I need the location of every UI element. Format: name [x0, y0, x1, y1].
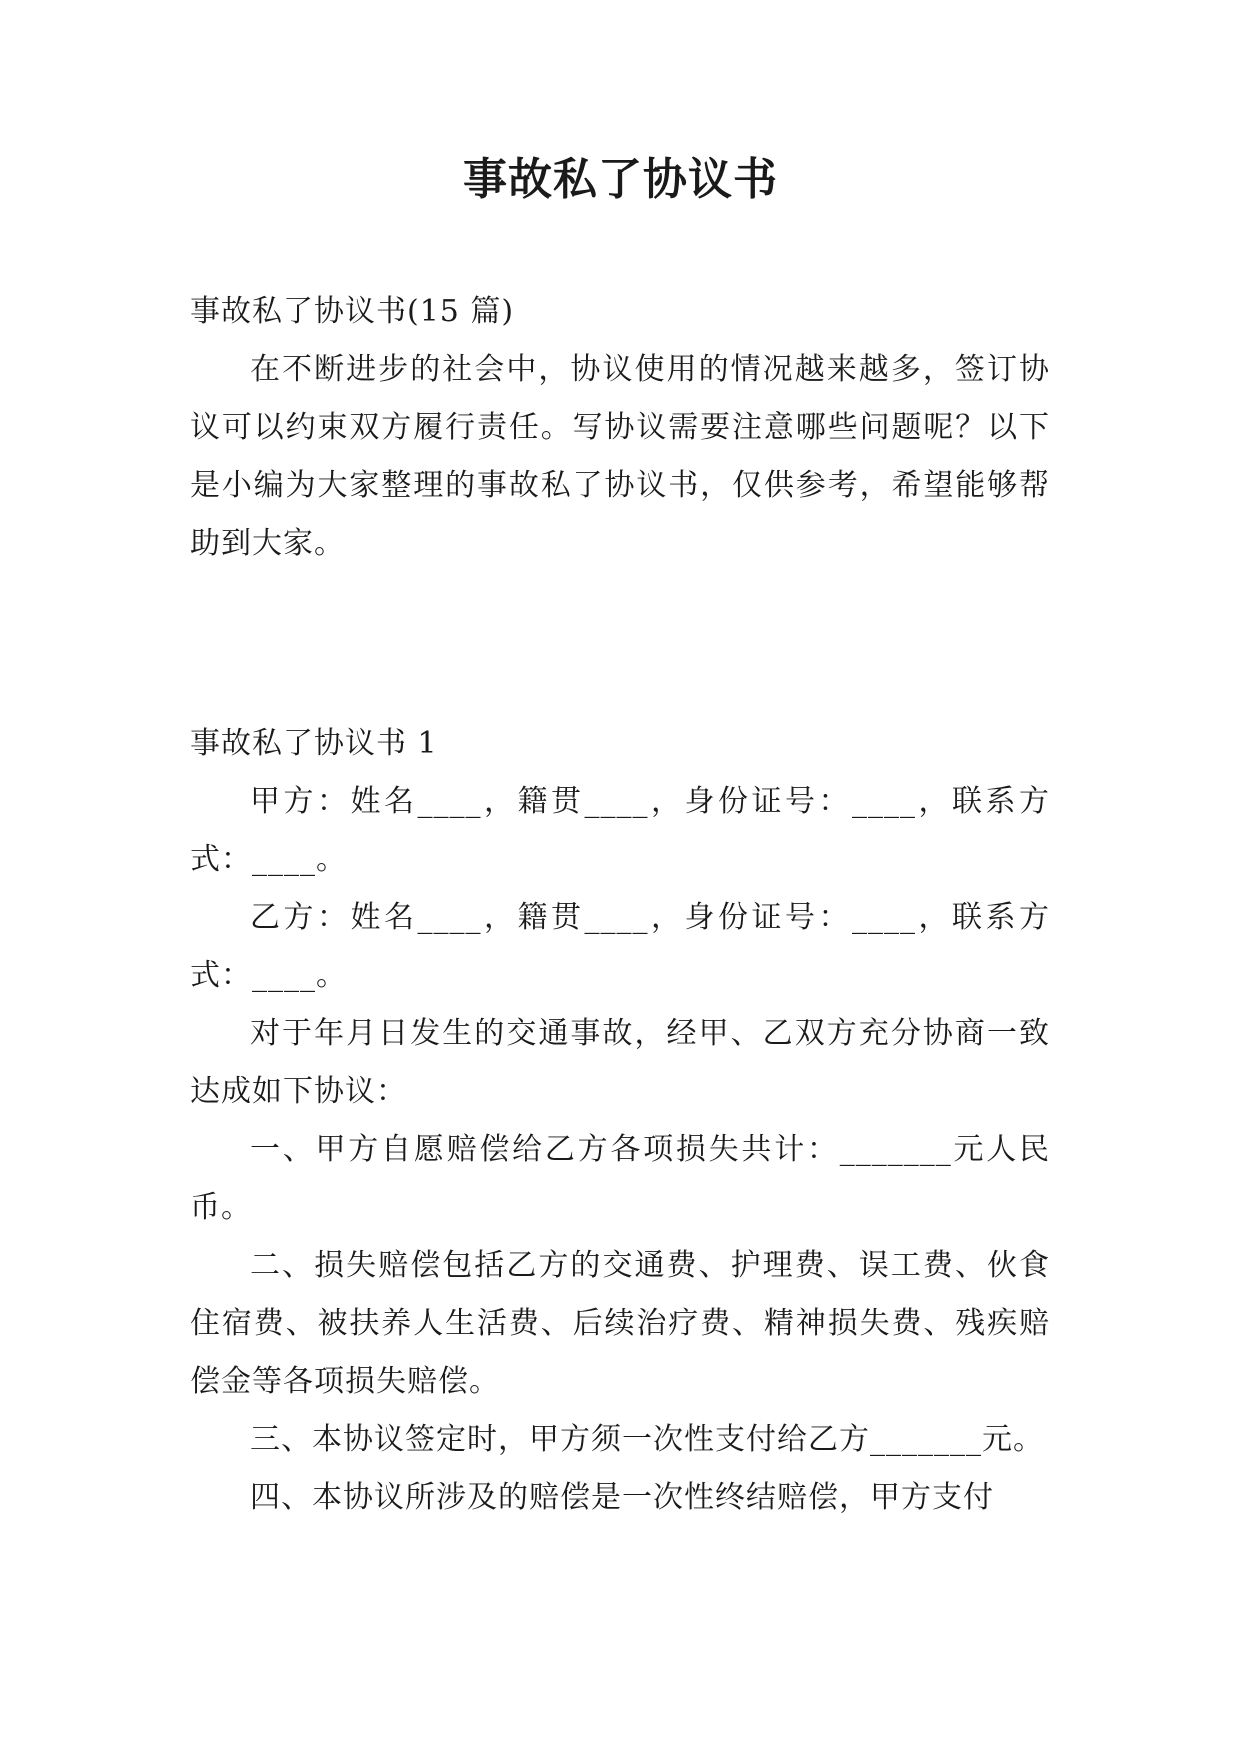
clause-2-paragraph: 二、损失赔偿包括乙方的交通费、护理费、误工费、伙食住宿费、被扶养人生活费、后续治疗费、精神损失费、残疾赔偿金等各项损失赔偿。 [190, 1248, 1050, 1399]
clause-1-paragraph: 一、甲方自愿赔偿给乙方各项损失共计：_______元人民币。 [190, 1132, 1050, 1225]
section-heading: 事故私了协议书 1 [190, 726, 438, 761]
clause-4-paragraph: 四、本协议所涉及的赔偿是一次性终结赔偿，甲方支付 [250, 1480, 994, 1515]
document-subtitle: 事故私了协议书(15 篇) [190, 294, 515, 329]
clause-3-paragraph: 三、本协议签定时，甲方须一次性支付给乙方_______元。 [250, 1422, 1044, 1457]
agreement-intro-paragraph: 对于年月日发生的交通事故，经甲、乙双方充分协商一致达成如下协议： [190, 1016, 1050, 1109]
party-a-paragraph: 甲方：姓名____，籍贯____，身份证号：____，联系方式：____。 [190, 784, 1050, 877]
intro-paragraph: 在不断进步的社会中，协议使用的情况越来越多，签订协议可以约束双方履行责任。写协议需要注意哪些问题呢？以下是小编为大家整理的事故私了协议书，仅供参考，希望能够帮助到大家。 [190, 352, 1050, 561]
document-body [190, 283, 1050, 1527]
document-title: 事故私了协议书 [463, 154, 778, 205]
party-b-paragraph: 乙方：姓名____，籍贯____，身份证号：____，联系方式：____。 [190, 900, 1050, 993]
